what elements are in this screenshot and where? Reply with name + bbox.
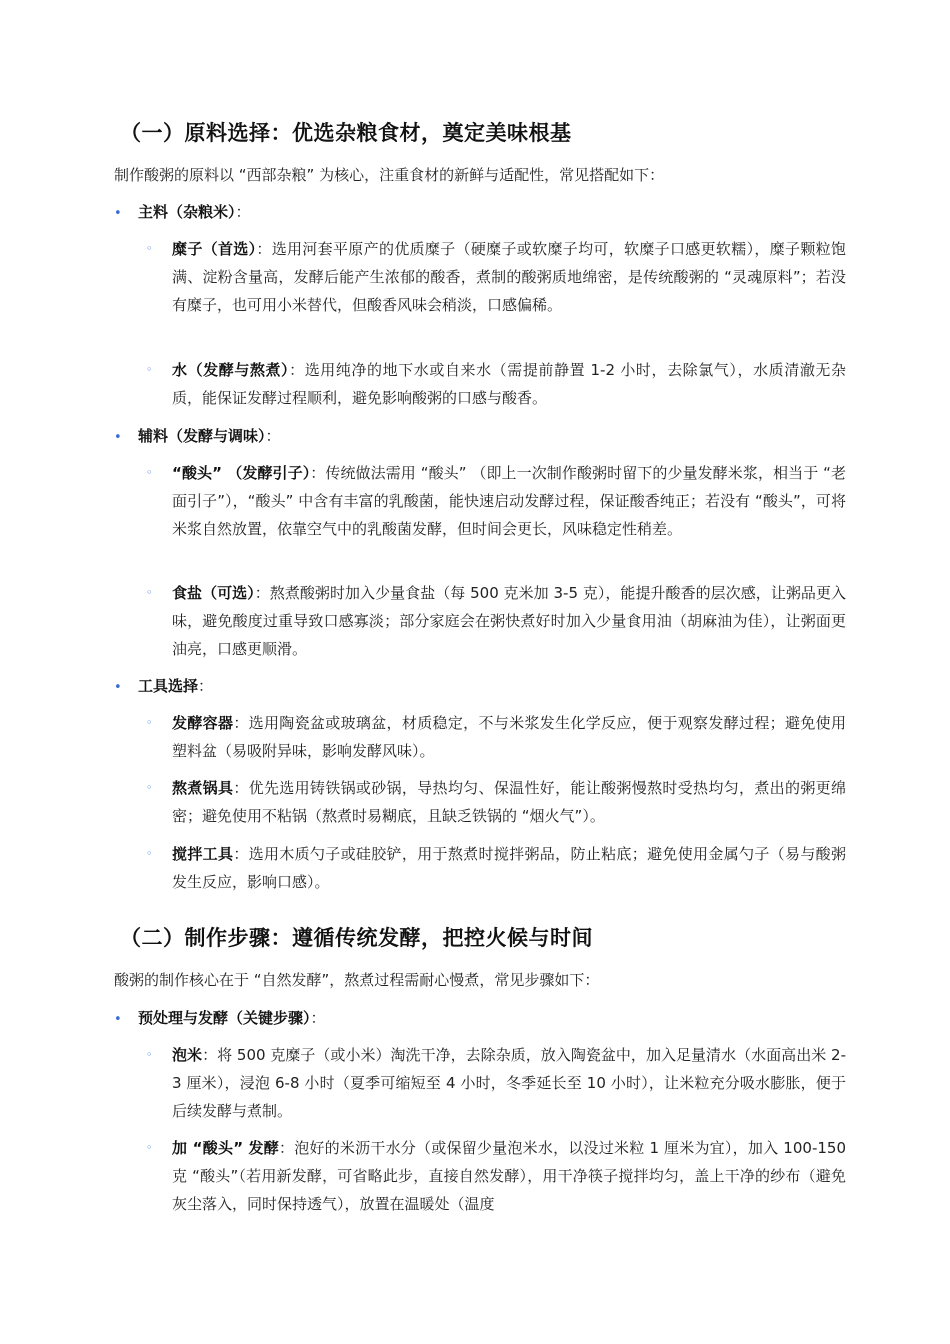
sub-list-item xyxy=(146,1134,846,1218)
bullet-dot-icon: • xyxy=(114,1012,122,1027)
circle-bullet-icon: ◦ xyxy=(146,363,153,376)
group-label: 主料（杂粮米） xyxy=(138,203,236,221)
list-item: • 主料（杂粮米）： xyxy=(114,198,251,228)
bullet-dot-icon: • xyxy=(114,430,122,445)
item-term: 食盐（可选） xyxy=(172,584,255,602)
sub-list-item xyxy=(146,356,846,412)
item-text: ：泡好的米沥干水分（或保留少量泡米水，以没过米粒 1 厘米为宜），加入 100-150 克 “酸头”（若用新发酵，可省略此步，直接自然发酵），用干净筷子搅拌均匀，盖上干净的纱布（避免灰尘落入，同时保持透气），放置在温暖处（温度 xyxy=(172,1139,846,1213)
sub-list-item xyxy=(146,459,846,543)
item-term: 加 “酸头” 发酵 xyxy=(172,1139,279,1157)
item-text: ：将 500 克糜子（或小米）淘洗干净，去除杂质，放入陶瓷盆中，加入足量清水（水面高出米 2-3 厘米），浸泡 6-8 小时（夏季可缩短至 4 小时，冬季延长至 10 小时），让米粒充分吸水膨胀，便于后续发酵与煮制。 xyxy=(172,1046,846,1120)
item-term: “酸头” （发酵引子） xyxy=(172,464,311,482)
sub-list-item xyxy=(146,579,846,663)
section-intro: 制作酸粥的原料以 “西部杂粮” 为核心，注重食材的新鲜与适配性，常见搭配如下： xyxy=(114,166,665,184)
sub-list-item xyxy=(146,709,846,765)
list-item: • 工具选择： xyxy=(114,672,213,702)
item-text: ：选用河套平原产的优质糜子（硬糜子或软糜子均可，软糜子口感更软糯），糜子颗粒饱满、淀粉含量高，发酵后能产生浓郁的酸香，煮制的酸粥质地绵密，是传统酸粥的 “灵魂原料”；若没有糜子，也可用小米替代，但酸香风味会稍淡，口感偏稀。 xyxy=(172,240,846,314)
group-label: 辅料（发酵与调味） xyxy=(138,427,266,445)
section-intro: 酸粥的制作核心在于 “自然发酵”，熬煮过程需耐心慢煮，常见步骤如下： xyxy=(114,971,600,989)
section-title: （一）原料选择：优选杂粮食材，奠定美味根基 xyxy=(120,121,572,145)
list-item: • 辅料（发酵与调味）： xyxy=(114,422,281,452)
section-title: （二）制作步骤：遵循传统发酵，把控火候与时间 xyxy=(120,926,593,950)
circle-bullet-icon: ◦ xyxy=(146,781,153,794)
item-term: 熬煮锅具 xyxy=(172,779,234,797)
item-term: 搅拌工具 xyxy=(172,845,234,863)
item-text: ：选用纯净的地下水或自来水（需提前静置 1-2 小时，去除氯气），水质清澈无杂质，能保证发酵过程顺利，避免影响酸粥的口感与酸香。 xyxy=(172,361,846,407)
list-item: • 预处理与发酵（关键步骤）： xyxy=(114,1004,326,1034)
circle-bullet-icon: ◦ xyxy=(146,1141,153,1154)
circle-bullet-icon: ◦ xyxy=(146,466,153,479)
item-text: ：传统做法需用 “酸头” （即上一次制作酸粥时留下的少量发酵米浆，相当于 “老面引子”），“酸头” 中含有丰富的乳酸菌，能快速启动发酵过程，保证酸香纯正；若没有 “酸头”，可将米浆自然放置，依靠空气中的乳酸菌发酵，但时间会更长，风味稳定性稍差。 xyxy=(172,464,846,538)
circle-bullet-icon: ◦ xyxy=(146,1048,153,1061)
item-text: ：选用陶瓷盆或玻璃盆，材质稳定，不与米浆发生化学反应，便于观察发酵过程；避免使用塑料盆（易吸附异味，影响发酵风味）。 xyxy=(172,714,846,760)
circle-bullet-icon: ◦ xyxy=(146,847,153,860)
item-term: 糜子（首选） xyxy=(172,240,257,258)
circle-bullet-icon: ◦ xyxy=(146,716,153,729)
bullet-dot-icon: • xyxy=(114,680,122,695)
sub-list-item xyxy=(146,235,846,319)
sub-list-item xyxy=(146,840,846,896)
circle-bullet-icon: ◦ xyxy=(146,242,153,255)
item-text: ：选用木质勺子或硅胶铲，用于熬煮时搅拌粥品，防止粘底；避免使用金属勺子（易与酸粥发生反应，影响口感）。 xyxy=(172,845,846,891)
sub-list-item xyxy=(146,774,846,830)
item-term: 泡米 xyxy=(172,1046,203,1064)
item-text: ：优先选用铸铁锅或砂锅，导热均匀、保温性好，能让酸粥慢熬时受热均匀，煮出的粥更绵密；避免使用不粘锅（熬煮时易糊底，且缺乏铁锅的 “烟火气”）。 xyxy=(172,779,846,825)
bullet-dot-icon: • xyxy=(114,206,122,221)
group-label: 工具选择 xyxy=(138,677,199,695)
sub-list-item xyxy=(146,1041,846,1125)
item-term: 水（发酵与熬煮） xyxy=(172,361,290,379)
item-term: 发酵容器 xyxy=(172,714,234,732)
group-label: 预处理与发酵（关键步骤） xyxy=(138,1009,311,1027)
circle-bullet-icon: ◦ xyxy=(146,586,153,599)
item-text: ：熬煮酸粥时加入少量食盐（每 500 克米加 3-5 克），能提升酸香的层次感，让粥品更入味，避免酸度过重导致口感寡淡；部分家庭会在粥快煮好时加入少量食用油（胡麻油为佳），让粥面更油亮，口感更顺滑。 xyxy=(172,584,846,658)
